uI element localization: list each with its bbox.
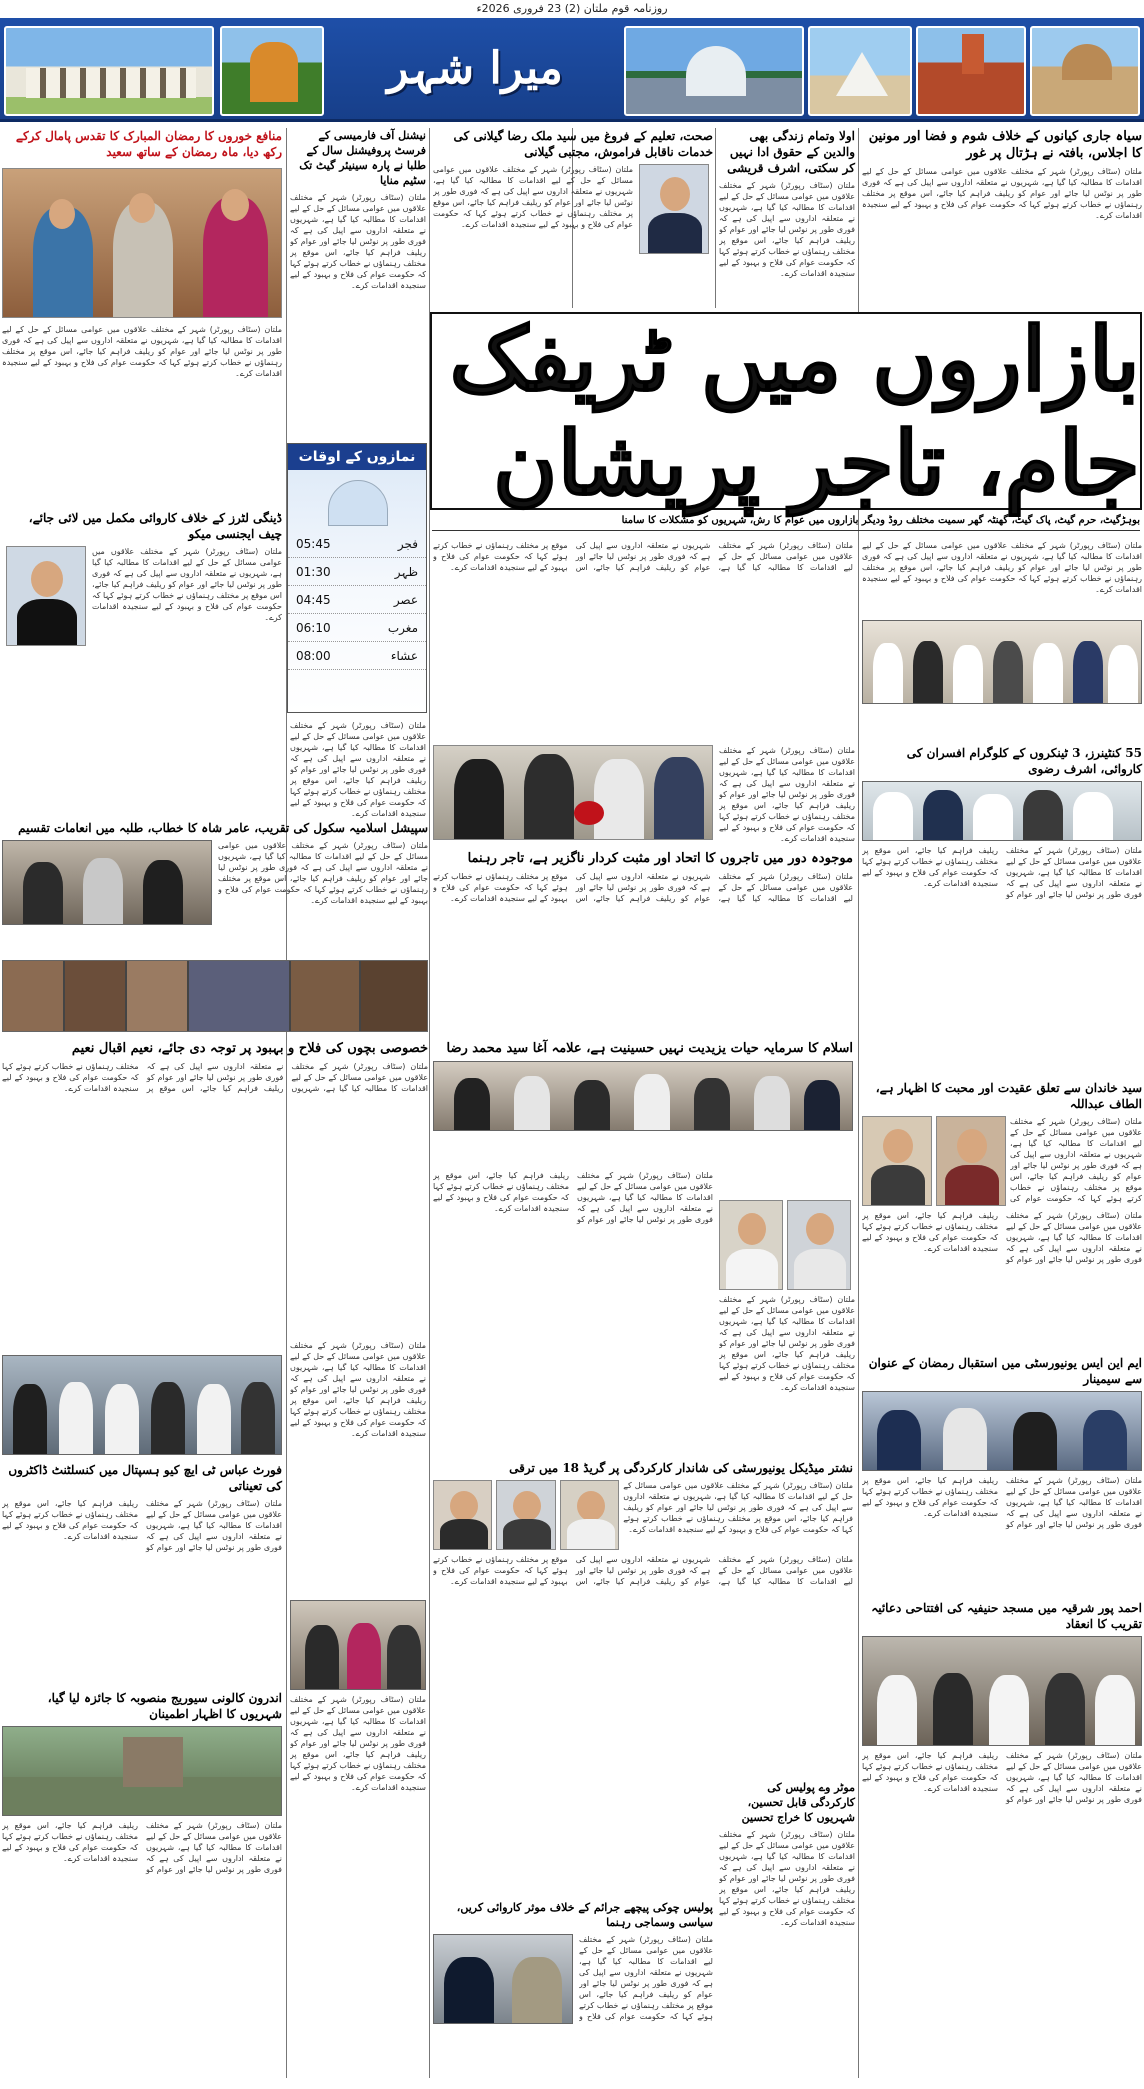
bouquet-photo	[433, 745, 713, 840]
story-headline: نشتر میڈیکل یونیورسٹی کی شاندار کارکردگی پر گریڈ 18 میں ترقی	[509, 1461, 853, 1475]
story-body: ملتان (سٹاف رپورٹر) شہر کے مختلف علاقوں میں عوامی مسائل کے حل کے لیے اقدامات کا مطالبہ کیا گیا ہے، شہریوں نے متعلقہ اداروں سے اپیل کی ہے کہ فوری طور پر نوٹس لیا جائے اور عوام کو ریلیف فراہم کیا جائے، اس موقع پر مختلف رہنماؤں نے خطاب کرتے ہوئے کہا کہ حکومت عوام کی فلاح و بہبود کے لیے سنجیدہ اقدامات کرے۔	[218, 841, 428, 905]
masthead-photo-clocktower	[916, 26, 1026, 116]
story-body: ملتان (سٹاف رپورٹر) شہر کے مختلف علاقوں میں عوامی مسائل کے حل کے لیے اقدامات کا مطالبہ کیا گیا ہے، شہریوں نے متعلقہ اداروں سے اپیل کی ہے کہ فوری طور پر نوٹس لیا جائے اور عوام کو ریلیف فراہم کیا جائے، اس موقع پر مختلف رہنماؤں نے خطاب کرتے ہوئے کہا کہ حکومت عوام کی فلاح و بہبود کے لیے سنجیدہ اقدامات کرے۔	[433, 1555, 853, 1586]
story-body: ملتان (سٹاف رپورٹر) شہر کے مختلف علاقوں میں عوامی مسائل کے حل کے لیے اقدامات کا مطالبہ کیا گیا ہے، شہریوں نے متعلقہ اداروں سے اپیل کی ہے کہ فوری طور پر نوٹس لیا جائے اور عوام کو ریلیف فراہم کیا جائے، اس موقع پر مختلف رہنماؤں نے خطاب کرتے ہوئے کہا کہ حکومت عوام کی فلاح و بہبود کے لیے سنجیدہ اقدامات کرے۔	[2, 1062, 428, 1093]
masthead	[0, 18, 1144, 122]
portrait-photo	[787, 1200, 851, 1290]
column-rule	[715, 128, 716, 308]
story-headline: ڈینگی لٹرز کے خلاف کاروائی مکمل میں لائی جائے، چیف ایجنسی میکو	[28, 511, 282, 541]
story-headline: فورٹ عباس ٹی ایچ کیو ہسپتال میں کنسلٹنٹ ڈاکٹروں کی تعیناتی	[8, 1463, 282, 1493]
prayer-row-maghrib	[288, 614, 426, 642]
story-right-12	[862, 1355, 1142, 1625]
lead-headline: بازاروں میں ٹریفک جام، تاجر پریشان	[449, 307, 1140, 515]
prayer-row-isha	[288, 642, 426, 670]
story-left-18	[2, 820, 428, 925]
story-body: ملتان (سٹاف رپورٹر) شہر کے مختلف علاقوں میں عوامی مسائل کے حل کے لیے اقدامات کا مطالبہ کیا گیا ہے، شہریوں نے متعلقہ اداروں سے اپیل کی ہے کہ فوری طور پر نوٹس لیا جائے اور عوام کو ریلیف فراہم کیا جائے، اس موقع پر مختلف رہنماؤں نے خطاب کرتے ہوئے کہا کہ حکومت عوام کی فلاح و بہبود کے لیے سنجیدہ اقدامات کرے۔	[862, 846, 1142, 899]
portrait-photo	[719, 1200, 783, 1290]
story-headline: نیشنل آف فارمیسی کے فرسٹ پروفیشنل سال کے طلبا نے پارہ سینیئر گیٹ تک سٹیم منایا	[299, 129, 426, 187]
story-headline: اولا وتمام زندگی بھی والدین کے حقوق ادا نہیں کر سکتی، اشرف قریشی	[727, 129, 855, 175]
story-headline: 55 کنٹینرز، 3 ٹینکروں کے کلوگرام افسران کی کاروائی، اشرف رضوی	[906, 746, 1142, 776]
ceremony-photo	[2, 840, 212, 925]
mosque-ceremony-photo	[862, 1636, 1142, 1746]
prayer-time: 06:10	[296, 621, 331, 635]
gathering-photo	[433, 1061, 853, 1131]
portrait-photo	[862, 1116, 932, 1206]
prayer-name: مغرب	[387, 621, 418, 635]
story-headline: پولیس چوکی پیچھے جرائم کے خلاف موثر کاروائی کریں، سیاسی وسماجی رہنما	[456, 1901, 713, 1929]
market-photo	[2, 168, 282, 318]
lead-body: ملتان (سٹاف رپورٹر) شہر کے مختلف علاقوں میں عوامی مسائل کے حل کے لیے اقدامات کا مطالبہ کیا گیا ہے، شہریوں نے متعلقہ اداروں سے اپیل کی ہے کہ فوری طور پر نوٹس لیا جائے اور عوام کو ریلیف فراہم کیا جائے، اس موقع پر مختلف رہنماؤں نے خطاب کرتے ہوئے کہا کہ حکومت عوام کی فلاح و بہبود کے لیے سنجیدہ اقدامات کرے۔	[862, 541, 1142, 594]
story-body: ملتان (سٹاف رپورٹر) شہر کے مختلف علاقوں میں عوامی مسائل کے حل کے لیے اقدامات کا مطالبہ کیا گیا ہے، شہریوں نے متعلقہ اداروں سے اپیل کی ہے کہ فوری طور پر نوٹس لیا جائے اور عوام کو ریلیف فراہم کیا جائے، اس موقع پر مختلف رہنماؤں نے خطاب کرتے ہوئے کہا کہ حکومت عوام کی فلاح و بہبود کے لیے سنجیدہ اقدامات کرے۔	[719, 1295, 855, 1392]
story-body: ملتان (سٹاف رپورٹر) شہر کے مختلف علاقوں میں عوامی مسائل کے حل کے لیے اقدامات کا مطالبہ کیا گیا ہے، شہریوں نے متعلقہ اداروں سے اپیل کی ہے کہ فوری طور پر نوٹس لیا جائے اور عوام کو ریلیف فراہم کیا جائے، اس موقع پر مختلف رہنماؤں نے خطاب کرتے ہوئے کہا کہ حکومت عوام کی فلاح و بہبود کے لیے سنجیدہ اقدامات کرے۔	[719, 746, 855, 843]
story-headline: صحت، تعلیم کے فروغ میں سید ملک رضا گیلانی کی خدمات ناقابل فراموش، مجتبی گیلانی	[453, 129, 713, 159]
story-right-16	[862, 1080, 1142, 1360]
story-body: ملتان (سٹاف رپورٹر) شہر کے مختلف علاقوں میں عوامی مسائل کے حل کے لیے اقدامات کا مطالبہ کیا گیا ہے، شہریوں نے متعلقہ اداروں سے اپیل کی ہے کہ فوری طور پر نوٹس لیا جائے اور عوام کو ریلیف فراہم کیا جائے، اس موقع پر مختلف رہنماؤں نے خطاب کرتے ہوئے کہا کہ حکومت عوام کی فلاح و بہبود کے لیے سنجیدہ اقدامات کرے۔	[719, 181, 855, 278]
portraits-strip	[2, 960, 428, 1032]
story-headline: ایم این ایس یونیورسٹی میں استقبال رمضان کے عنوان سے سیمینار	[868, 1356, 1142, 1386]
story-mid-11	[433, 1900, 713, 2024]
sewerage-photo	[2, 1726, 282, 1816]
prayer-name: فجر	[397, 537, 418, 551]
prayer-name: عشاء	[390, 649, 418, 663]
story-body: ملتان (سٹاف رپورٹر) شہر کے مختلف علاقوں میں عوامی مسائل کے حل کے لیے اقدامات کا مطالبہ کیا گیا ہے، شہریوں نے متعلقہ اداروں سے اپیل کی ہے کہ فوری طور پر نوٹس لیا جائے اور عوام کو ریلیف فراہم کیا جائے، اس موقع پر مختلف رہنماؤں نے خطاب کرتے ہوئے کہا کہ حکومت عوام کی فلاح و بہبود کے لیے سنجیدہ اقدامات کرے۔	[433, 1171, 713, 1224]
mosque-dome-icon	[288, 470, 426, 530]
prayer-name: ظہر	[394, 565, 418, 579]
story-left-10	[2, 1040, 428, 1331]
portrait-photo	[6, 546, 86, 646]
story-body: ملتان (سٹاف رپورٹر) شہر کے مختلف علاقوں میں عوامی مسائل کے حل کے لیے اقدامات کا مطالبہ کیا گیا ہے، شہریوں نے متعلقہ اداروں سے اپیل کی ہے کہ فوری طور پر نوٹس لیا جائے اور عوام کو ریلیف فراہم کیا جائے، اس موقع پر مختلف رہنماؤں نے خطاب کرتے ہوئے کہا کہ حکومت عوام کی فلاح و بہبود کے لیے سنجیدہ اقدامات کرے۔	[2, 1821, 282, 1874]
masthead-photo-tomb	[1030, 26, 1140, 116]
story-body: ملتان (سٹاف رپورٹر) شہر کے مختلف علاقوں میں عوامی مسائل کے حل کے لیے اقدامات کا مطالبہ کیا گیا ہے، شہریوں نے متعلقہ اداروں سے اپیل کی ہے کہ فوری طور پر نوٹس لیا جائے اور عوام کو ریلیف فراہم کیا جائے، اس موقع پر مختلف رہنماؤں نے خطاب کرتے ہوئے کہا کہ حکومت عوام کی فلاح و بہبود کے لیے سنجیدہ اقدامات کرے۔	[862, 1751, 1142, 1804]
story-body: ملتان (سٹاف رپورٹر) شہر کے مختلف علاقوں میں عوامی مسائل کے حل کے لیے اقدامات کا مطالبہ کیا گیا ہے، شہریوں نے متعلقہ اداروں سے اپیل کی ہے کہ فوری طور پر نوٹس لیا جائے اور عوام کو ریلیف فراہم کیا جائے، اس موقع پر مختلف رہنماؤں نے خطاب کرتے ہوئے کہا کہ حکومت عوام کی فلاح و بہبود کے لیے سنجیدہ اقدامات کرے۔	[2, 1499, 282, 1552]
group-photo-strip	[862, 620, 1142, 704]
prayer-name: عصر	[393, 593, 418, 607]
story-body: ملتان (سٹاف رپورٹر) شہر کے مختلف علاقوں میں عوامی مسائل کے حل کے لیے اقدامات کا مطالبہ کیا گیا ہے، شہریوں نے متعلقہ اداروں سے اپیل کی ہے کہ فوری طور پر نوٹس لیا جائے اور عوام کو ریلیف فراہم کیا جائے، اس موقع پر مختلف رہنماؤں نے خطاب کرتے ہوئے کہا کہ حکومت عوام کی فلاح و بہبود کے لیے سنجیدہ اقدامات کرے۔	[862, 1476, 1142, 1529]
story-top-2	[719, 128, 855, 320]
story-mid-8	[433, 850, 853, 1011]
story-left-15	[2, 1462, 282, 1718]
lead-body-columns: ملتان (سٹاف رپورٹر) شہر کے مختلف علاقوں میں عوامی مسائل کے حل کے لیے اقدامات کا مطالبہ کیا گیا ہے، شہریوں نے متعلقہ اداروں سے اپیل کی ہے کہ فوری طور پر نوٹس لیا جائے اور عوام کو ریلیف فراہم کیا جائے، اس موقع پر مختلف رہنماؤں نے خطاب کرتے ہوئے کہا کہ حکومت عوام کی فلاح و بہبود کے لیے سنجیدہ اقدامات کرے۔	[433, 541, 853, 572]
story-mid-left-bottom	[290, 1600, 426, 2064]
prayer-row-asr	[288, 586, 426, 614]
story-headline: احمد پور شرقیہ میں مسجد حنیفیہ کی افتتاحی دعائیہ تقریب کا انعقاد	[871, 1601, 1142, 1631]
prayer-times-box	[287, 443, 427, 713]
story-body: ملتان (سٹاف رپورٹر) شہر کے مختلف علاقوں میں عوامی مسائل کے حل کے لیے اقدامات کا مطالبہ کیا گیا ہے، شہریوں نے متعلقہ اداروں سے اپیل کی ہے کہ فوری طور پر نوٹس لیا جائے اور عوام کو ریلیف فراہم کیا جائے، اس موقع پر مختلف رہنماؤں نے خطاب کرتے ہوئے کہا کہ حکومت عوام کی فلاح و بہبود کے لیے سنجیدہ اقدامات کرے۔	[862, 1211, 1142, 1264]
prayer-time: 05:45	[296, 537, 331, 551]
story-top-4	[290, 128, 426, 477]
prayer-time: 01:30	[296, 565, 331, 579]
dateline: روزنامہ قوم ملتان (2) 23 فروری 2026ء	[476, 2, 668, 15]
story-body: ملتان (سٹاف رپورٹر) شہر کے مختلف علاقوں میں عوامی مسائل کے حل کے لیے اقدامات کا مطالبہ کیا گیا ہے، شہریوں نے متعلقہ اداروں سے اپیل کی ہے کہ فوری طور پر نوٹس لیا جائے اور عوام کو ریلیف فراہم کیا جائے، اس موقع پر مختلف رہنماؤں نے خطاب کرتے ہوئے کہا کہ حکومت عوام کی فلاح و بہبود کے لیے سنجیدہ اقدامات کرے۔	[719, 1830, 855, 1927]
masthead-photo-building	[4, 26, 214, 116]
seminar-photo	[862, 1391, 1142, 1471]
story-headline: اندرون کالونی سیوریج منصوبہ کا جائزہ لیا گیا، شہریوں کا اظہار اطمینان	[47, 1691, 282, 1721]
story-left-14	[2, 1690, 282, 2080]
masthead-title: میرا شہر	[387, 43, 563, 94]
story-body: ملتان (سٹاف رپورٹر) شہر کے مختلف علاقوں میں عوامی مسائل کے حل کے لیے اقدامات کا مطالبہ کیا گیا ہے، شہریوں نے متعلقہ اداروں سے اپیل کی ہے کہ فوری طور پر نوٹس لیا جائے اور عوام کو ریلیف فراہم کیا جائے، اس موقع پر مختلف رہنماؤں نے خطاب کرتے ہوئے کہا کہ حکومت عوام کی فلاح و بہبود کے لیے سنجیدہ اقدامات کرے۔	[623, 1481, 853, 1534]
masthead-photo-temple	[220, 26, 324, 116]
story-mid-9	[433, 1040, 853, 1131]
story-headline: سید خاندان سے تعلق عقیدت اور محبت کا اظہار ہے، الطاف عبداللہ	[875, 1081, 1142, 1111]
story-body: ملتان (سٹاف رپورٹر) شہر کے مختلف علاقوں میں عوامی مسائل کے حل کے لیے اقدامات کا مطالبہ کیا گیا ہے، شہریوں نے متعلقہ اداروں سے اپیل کی ہے کہ فوری طور پر نوٹس لیا جائے اور عوام کو ریلیف فراہم کیا جائے، اس موقع پر مختلف رہنماؤں نے خطاب کرتے ہوئے کہا کہ حکومت عوام کی	[1010, 1117, 1142, 1203]
group-photo	[2, 1355, 282, 1455]
story-body: ملتان (سٹاف رپورٹر) شہر کے مختلف علاقوں میں عوامی مسائل کے حل کے لیے اقدامات کا مطالبہ کیا گیا ہے، شہریوں نے متعلقہ اداروں سے اپیل کی ہے کہ فوری طور پر نوٹس لیا جائے اور عوام کو ریلیف فراہم کیا جائے، اس موقع پر مختلف رہنماؤں نے خطاب کرتے ہوئے کہا کہ حکومت عوام کی فلاح و	[579, 1935, 713, 2021]
story-body: ملتان (سٹاف رپورٹر) شہر کے مختلف علاقوں میں عوامی مسائل کے حل کے لیے اقدامات کا مطالبہ کیا گیا ہے، شہریوں نے متعلقہ اداروں سے اپیل کی ہے کہ فوری طور پر نوٹس لیا جائے اور عوام کو ریلیف فراہم کیا جائے، اس موقع پر مختلف رہنماؤں نے خطاب کرتے ہوئے کہا کہ حکومت عوام کی فلاح و بہبود کے لیے سنجیدہ اقدامات کرے۔	[433, 872, 853, 903]
story-left-top	[2, 128, 282, 378]
story-headline: سیاہ جاری کیانوں کے خلاف شوم و فضا اور مونین کا اجلاس، بافتہ نے ہڑتال پر غور	[868, 129, 1142, 161]
prayer-time: 04:45	[296, 593, 331, 607]
prayer-time: 08:00	[296, 649, 331, 663]
police-photo	[433, 1934, 573, 2024]
lead-headline-box	[430, 307, 1142, 515]
story-headline: خصوصی بچوں کی فلاح و بہبود پر توجہ دی جائے، نعیم اقبال نعیم	[71, 1041, 428, 1056]
portrait-photo	[433, 1480, 492, 1550]
story-headline: موٹر وے پولیس کی کارکردگی قابل تحسین، شہریوں کا خراج تحسین	[741, 1781, 855, 1824]
story-mid-1	[290, 720, 426, 820]
award-photo	[290, 1600, 426, 1690]
story-headline: موجودہ دور میں تاجروں کا اتحاد اور مثبت کردار ناگزیر ہے، تاجر رہنما	[467, 851, 853, 866]
officials-photo	[862, 781, 1142, 841]
story-mid-col	[290, 1340, 426, 1580]
story-headline: منافع خوروں کا رمضان المبارک کا تقدس پامال کرکے رکھ دیا، ماہ رمضان کے ساتھ سعید	[15, 129, 282, 159]
portrait-photo	[496, 1480, 555, 1550]
story-headline: اسلام کا سرمایہ حیات یزیدیت نہیں حسینیت ہے، علامہ آغا سید محمد رضا	[446, 1041, 853, 1056]
story-mid-portraits	[719, 1200, 855, 1434]
story-body: ملتان (سٹاف رپورٹر) شہر کے مختلف علاقوں میں عوامی مسائل کے حل کے لیے اقدامات کا مطالبہ کیا گیا ہے، شہریوں نے متعلقہ اداروں سے اپیل کی ہے کہ فوری طور پر نوٹس لیا جائے اور عوام کو ریلیف فراہم کیا جائے، اس موقع پر مختلف رہنماؤں نے خطاب کرتے ہوئے کہا کہ حکومت عوام کی فلاح و بہبود کے لیے سنجیدہ اقدامات کرے۔	[92, 547, 282, 622]
prayer-times-title: نمازوں کے اوقات	[288, 444, 426, 470]
masthead-photo-mausoleum	[808, 26, 912, 116]
story-mid-2	[719, 745, 855, 845]
prayer-row-fajr	[288, 530, 426, 558]
story-body: ملتان (سٹاف رپورٹر) شہر کے مختلف علاقوں میں عوامی مسائل کے حل کے لیے اقدامات کا مطالبہ کیا گیا ہے، شہریوں نے متعلقہ اداروں سے اپیل کی ہے کہ فوری طور پر نوٹس لیا جائے اور عوام کو ریلیف فراہم کیا جائے، اس موقع پر مختلف رہنماؤں نے خطاب کرتے ہوئے کہا کہ حکومت عوام کی فلاح و بہبود کے لیے سنجیدہ اقدامات کرے۔	[290, 193, 426, 290]
story-right-mid	[862, 745, 1142, 1115]
masthead-photo-shrine	[624, 26, 804, 116]
story-top-3	[433, 128, 713, 304]
story-left-mid	[2, 510, 282, 716]
story-body: ملتان (سٹاف رپورٹر) شہر کے مختلف علاقوں میں عوامی مسائل کے حل کے لیے اقدامات کا مطالبہ کیا گیا ہے، شہریوں نے متعلقہ اداروں سے اپیل کی ہے کہ فوری طور پر نوٹس لیا جائے اور عوام کو ریلیف فراہم کیا جائے، اس موقع پر مختلف رہنماؤں نے خطاب کرتے ہوئے کہا کہ حکومت عوام کی فلاح و بہبود کے لیے سنجیدہ اقدامات کرے۔	[290, 1695, 426, 1792]
story-right-13	[862, 1600, 1142, 1950]
portrait-photo	[560, 1480, 619, 1550]
portrait-photo	[639, 164, 709, 254]
story-headline: سپیشل اسلامیہ سکول کی تقریب، عامر شاہ کا خطاب، طلبہ میں انعامات تقسیم	[18, 821, 428, 835]
story-mid-19	[719, 1780, 855, 2059]
story-body: ملتان (سٹاف رپورٹر) شہر کے مختلف علاقوں میں عوامی مسائل کے حل کے لیے اقدامات کا مطالبہ کیا گیا ہے، شہریوں نے متعلقہ اداروں سے اپیل کی ہے کہ فوری طور پر نوٹس لیا جائے اور عوام کو ریلیف فراہم کیا جائے، اس موقع پر مختلف رہنماؤں نے خطاب کرتے ہوئے کہا کہ حکومت عوام کی فلاح و بہبود کے لیے سنجیدہ اقدامات کرے۔	[862, 167, 1142, 220]
story-body: ملتان (سٹاف رپورٹر) شہر کے مختلف علاقوں میں عوامی مسائل کے حل کے لیے اقدامات کا مطالبہ کیا گیا ہے، شہریوں نے متعلقہ اداروں سے اپیل کی ہے کہ فوری طور پر نوٹس لیا جائے اور عوام کو ریلیف فراہم کیا جائے، اس موقع پر مختلف رہنماؤں نے خطاب کرتے ہوئے کہا کہ حکومت عوام کی فلاح و بہبود کے لیے سنجیدہ اقدامات کرے۔	[433, 165, 633, 229]
story-top-right	[862, 128, 1142, 298]
prayer-row-zuhr	[288, 558, 426, 586]
portrait-photo	[936, 1116, 1006, 1206]
story-body: ملتان (سٹاف رپورٹر) شہر کے مختلف علاقوں میں عوامی مسائل کے حل کے لیے اقدامات کا مطالبہ کیا گیا ہے، شہریوں نے متعلقہ اداروں سے اپیل کی ہے کہ فوری طور پر نوٹس لیا جائے اور عوام کو ریلیف فراہم کیا جائے، اس موقع پر مختلف رہنماؤں نے خطاب کرتے ہوئے کہا کہ حکومت عوام کی فلاح و بہبود کے لیے سنجیدہ اقدامات کرے۔	[290, 1341, 426, 1438]
lead-subhead: بوہڑگیٹ، حرم گیٹ، پاک گیٹ، گھنٹہ گھر سمیت مختلف روڈ ودیگر بازاروں میں عوام کا رش، شہریوں کو مشکلات کا سامنا	[432, 514, 1140, 531]
story-mid-body	[433, 1170, 713, 1410]
story-mid-17	[433, 1460, 853, 1774]
story-body: ملتان (سٹاف رپورٹر) شہر کے مختلف علاقوں میں عوامی مسائل کے حل کے لیے اقدامات کا مطالبہ کیا گیا ہے، شہریوں نے متعلقہ اداروں سے اپیل کی ہے کہ فوری طور پر نوٹس لیا جائے اور عوام کو ریلیف فراہم کیا جائے، اس موقع پر مختلف رہنماؤں نے خطاب کرتے ہوئے کہا کہ حکومت عوام کی فلاح و بہبود کے لیے سنجیدہ اقدامات کرے۔	[2, 325, 282, 378]
story-body: ملتان (سٹاف رپورٹر) شہر کے مختلف علاقوں میں عوامی مسائل کے حل کے لیے اقدامات کا مطالبہ کیا گیا ہے، شہریوں نے متعلقہ اداروں سے اپیل کی ہے کہ فوری طور پر نوٹس لیا جائے اور عوام کو ریلیف فراہم کیا جائے، اس موقع پر مختلف رہنماؤں نے خطاب کرتے ہوئے کہا کہ حکومت عوام کی فلاح و بہبود کے لیے سنجیدہ اقدامات کرے۔	[290, 721, 426, 818]
